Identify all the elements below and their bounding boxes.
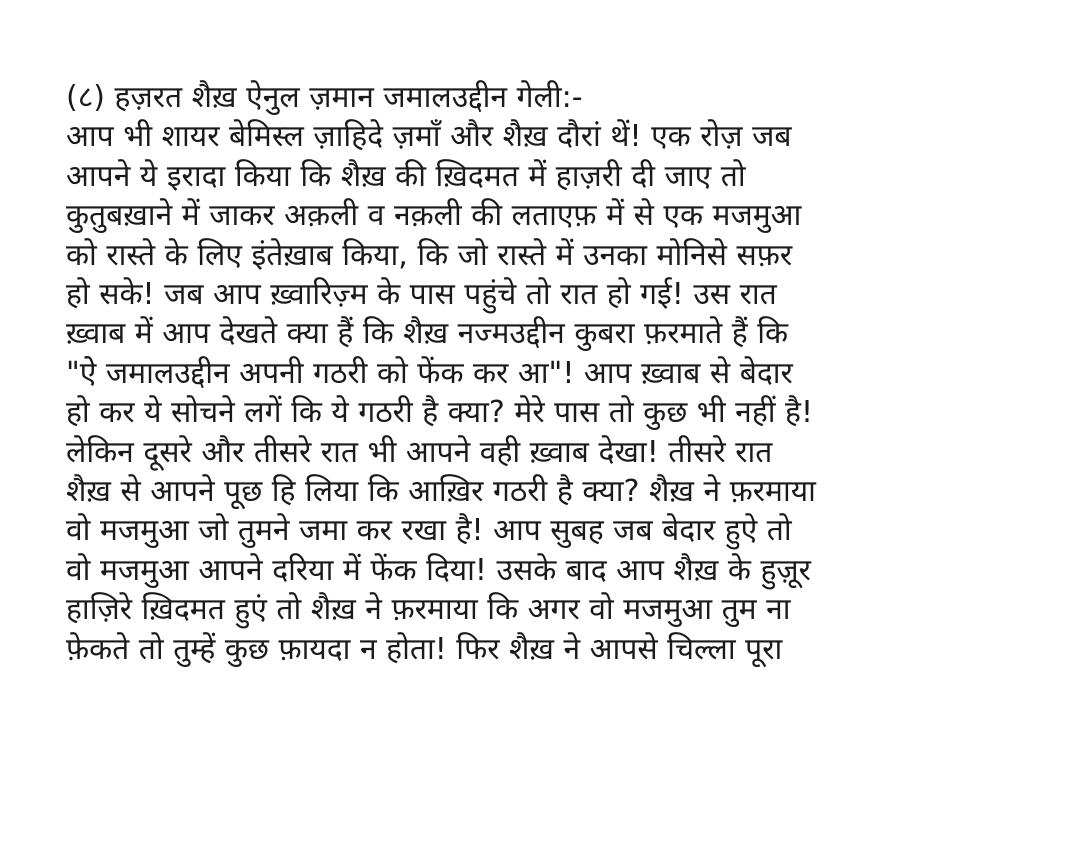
text-line: आपने ये इरादा किया कि शैख़ की ख़िदमत में हाज़री दी जाए तो — [66, 158, 746, 194]
text-line: "ऐे जमालउद्दीन अपनी गठरी को फेंक कर आ"! आप ख़्वाब से बेदार — [66, 355, 793, 391]
text-line: हो कर ये सोचने लगें कि ये गठरी है क्या? मेरे पास तो कुछ भी नहीं है! — [66, 395, 814, 431]
text-line: हो सके! जब आप ख़्वारिज़्म के पास पहुंचे तो रात हो गई! उस रात — [66, 277, 777, 313]
text-line: आप भी शायर बेमिस्ल ज़ाहिदे ज़माँ और शैख़ दौरां थें! एक रोज़ जब — [66, 119, 792, 155]
section-heading: (८) हज़रत शैख़ ऐनुल ज़मान जमालउद्दीन गेली:- — [66, 80, 583, 115]
text-line: वो मजमुआ आपने दरिया में फेंक दिया! उसके बाद आप शैख़ के हुज़ूर — [66, 552, 811, 588]
text-line: को रास्ते के लिए इंतेख़ाब किया, कि जो रास्ते में उनका मोनिसे सफ़र — [66, 237, 793, 273]
text-block — [66, 78, 1066, 669]
text-line: हाज़िरे ख़िदमत हुएं तो शैख़ ने फ़रमाया कि अगर वो मजमुआ तुम ना — [66, 592, 791, 628]
text-line: फ़ेकते तो तुम्हें कुछ फ़ायदा न होता! फिर शैख़ ने आपसे चिल्ला पूरा — [66, 631, 783, 667]
text-line: लेकिन दूसरे और तीसरे रात भी आपने वही ख़्वाब देखा! तीसरे रात — [66, 434, 773, 470]
text-line: शैख़ से आपने पूछ हि लिया कि आख़िर गठरी है क्या? शैख़ ने फ़रमाया — [66, 474, 816, 510]
text-line: वो मजमुआ जो तुमने जमा कर रखा है! आप सुबह जब बेदार हुऐ तो — [66, 513, 792, 549]
text-line: कुतुबख़ाने में जाकर अक़ली व नक़ली की लताएफ़ में से एक मजमुआ — [66, 198, 802, 234]
text-line: ख़्वाब में आप देखते क्या हैं कि शैख़ नज्मउद्दीन कुबरा फ़रमाते हैं कि — [66, 316, 789, 352]
